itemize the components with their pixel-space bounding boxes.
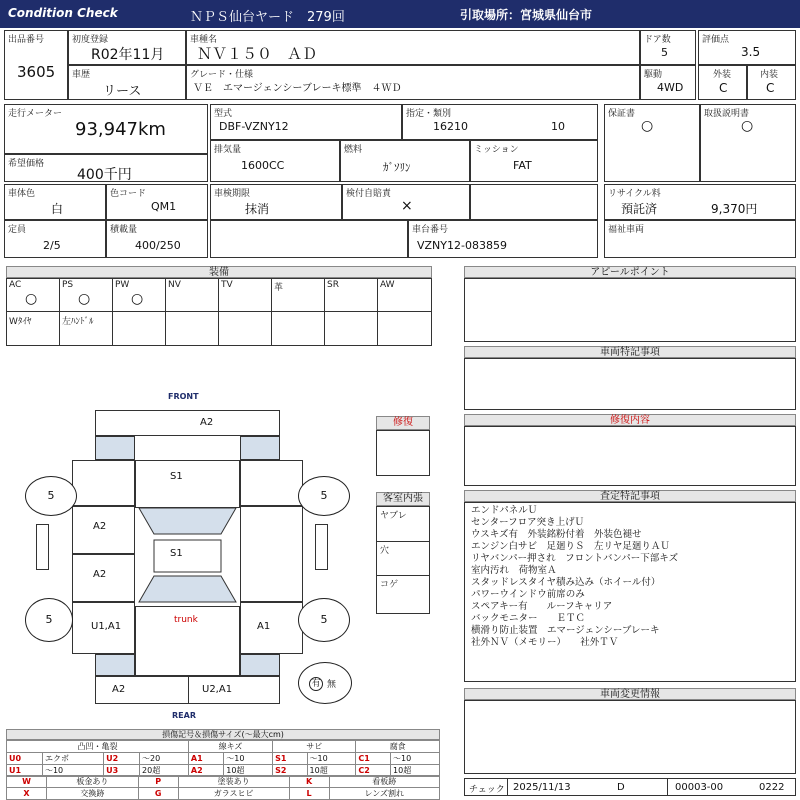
right-doors [240,506,303,602]
legend-code: U1 [7,765,43,777]
int-box: 内装 C [747,65,796,100]
warranty: ○ [641,118,654,134]
front-right-light [240,436,280,460]
legend-desc: ～10 [42,765,103,777]
legend-table [6,740,440,777]
legend-code: C2 [356,765,391,777]
legend-desc: ～20 [140,753,189,765]
legend-symbols [6,775,440,800]
legend-title: 損傷記号＆損傷サイズ(～最大cm) [6,729,440,740]
front-bumper-damage: A2 [200,417,214,428]
equip-wtire: Wﾀｲﾔ [9,317,32,327]
legend-code: L [289,788,329,800]
front-left-fender [72,460,135,506]
odometer: 93,947km [75,119,166,140]
front-right-fender [240,460,303,506]
doors-box: ドア数 5 [640,30,696,65]
trunk [135,606,240,676]
legend-group: 線キズ [188,741,272,753]
color-box: 車体色 白 [4,184,106,220]
check-grade: D [617,782,625,793]
legend-desc: 10超 [307,765,356,777]
ext-box: 外装 C [698,65,747,100]
check-code: 00003-00 [675,782,724,793]
note-line: スタッドレスタイヤ積み込み（ホイール付） [471,577,661,588]
legend-code: U2 [104,753,140,765]
equip-leather: 革 [274,283,284,293]
rear-left-panel [72,602,135,654]
repair-detail-title: 修復内容 [464,414,796,426]
legend-desc: 交換跡 [47,788,139,800]
equip-ps-mark: ○ [78,291,91,307]
legend-desc: 10超 [391,765,440,777]
equip-nv: NV [168,280,181,290]
legend-desc: ～10 [391,753,440,765]
legend-group: 腐食 [356,741,440,753]
note-line: バックモニター ＥＴＣ [471,613,586,624]
legend-code: G [138,788,178,800]
rear-right-light [240,654,280,676]
blank-box [470,184,598,220]
legend-code: A1 [188,753,223,765]
special-box [464,358,796,410]
rear-right-panel [240,602,303,654]
chassis-number: VZNY12-083859 [417,239,507,252]
wheel-front-right: 5 [298,476,350,516]
rear-left-door-damage: A2 [93,569,107,580]
equip-aw: AW [380,280,395,290]
footer-bar [464,778,796,796]
manual-box: 取扱説明書 ○ [700,104,796,182]
equip-pw-mark: ○ [131,291,144,307]
check-date: 2025/11/13 [513,782,571,793]
int-grade: C [766,81,775,95]
desig-number: 16210 [433,120,468,133]
appeal-title: アピールポイント [464,266,796,278]
legend-code: X [7,788,47,800]
rear-left-door [72,554,135,602]
displacement: 1600CC [241,159,285,172]
manual: ○ [741,118,754,134]
legend-code: A2 [188,765,223,777]
right-step [315,524,328,570]
front-left-door [72,506,135,554]
front-left-light [95,436,135,460]
pickup-location: 引取場所：宮城県仙台市 [460,8,593,22]
car-name-box: 車種名 ＮＶ１５０ ＡＤ [186,30,640,65]
rear-bumper [95,676,280,704]
fuel: ｶﾞｿﾘﾝ [383,161,411,174]
welfare-box: 福祉車両 [604,220,796,258]
rear-bumper-right-damage: U2,A1 [202,684,233,695]
legend-desc: エクボ [42,753,103,765]
score: 3.5 [741,45,761,59]
ext-grade: C [719,81,728,95]
mission-box: ミッション FAT [470,140,598,182]
blank-box-2 [210,220,408,258]
equip-sr: SR [327,280,339,290]
roof [154,540,221,572]
legend-desc: 塗装あり [178,776,289,788]
note-line: センターフロア突き上げＵ [471,517,585,528]
hood [135,460,240,508]
windshield [139,508,236,534]
legend-code: C1 [356,753,391,765]
class-number: 10 [551,120,565,133]
legend-desc: ガラスヒビ [178,788,289,800]
body-color: 白 [51,202,64,216]
front-left-door-damage: A2 [93,521,107,532]
repair-box [376,430,430,476]
history-box: 車歴 リース [68,65,186,100]
inspection-notes-title: 査定特記事項 [464,490,796,502]
warranty-box: 保証書 ○ [604,104,700,182]
disp-box: 排気量 1600CC [210,140,340,182]
note-line: パワーウインドウ前席のみ [471,589,585,600]
rear-left-panel-damage: U1,A1 [91,621,122,632]
front-label: FRONT [168,392,199,401]
capacity: 2/5 [43,239,61,252]
note-line: エンドパネルＵ [471,505,538,516]
change-box [464,700,796,774]
legend-code: S2 [273,765,307,777]
chassis-box: 車台番号 VZNY12-083859 [408,220,598,258]
hood-damage: S1 [170,471,183,482]
recycle-box: リサイクル料 預託済 9,370円 [604,184,796,220]
price: 400千円 [77,167,132,183]
mission: FAT [513,159,532,172]
equipment-title: 装備 [6,266,432,278]
roof-damage: S1 [170,548,183,559]
grade: ＶＥ エマージェンシーブレーキ標準 ４ＷＤ [193,83,402,94]
header-bar [0,0,800,28]
note-line: ウスキズ有 外装銘粉付着 外装色褪せ [471,529,642,540]
equip-ps: PS [62,280,74,290]
interior-tear: ヤブレ [380,511,407,521]
first-reg: R02年11月 [91,47,165,63]
grade-box: グレード・仕様 ＶＥ エマージェンシーブレーキ標準 ４ＷＤ [186,65,640,100]
recycle-status: 預託済 [621,202,658,216]
odo-box: 走行メーター 93,947km [4,104,208,154]
color-code-box: 色コード QM1 [106,184,208,220]
legend-desc: 20超 [140,765,189,777]
doors: 5 [661,46,668,59]
equip-ac-mark: ○ [25,291,38,307]
capacity-box: 定員 2/5 [4,220,106,258]
legend-desc: ～10 [224,753,273,765]
left-step [36,524,49,570]
trunk-label: trunk [174,615,198,625]
first-reg-box: 初度登録 R02年11月 [68,30,186,65]
drive: 4WD [657,81,684,94]
note-line: 社外ＮＶ（メモリー） 社外ＴＶ [471,637,619,648]
note-line: 横滑り防止装置 エマージェンシーブレーキ [471,625,660,636]
equip-ac: AC [9,280,22,290]
score-box: 評価点 3.5 [698,30,796,65]
wheel-rear-left: 5 [25,598,73,642]
equip-lhd: 左ﾊﾝﾄﾞﾙ [62,317,94,327]
legend-desc: 看板跡 [329,776,439,788]
front-bumper [95,410,280,436]
legend-code: P [138,776,178,788]
special-title: 車両特記事項 [464,346,796,358]
sale-name: ＮＰＳ仙台ヤード 279回 [190,10,345,25]
note-line: 室内汚れ 荷物室Ａ [471,565,557,576]
equipment-grid [6,278,432,346]
selfins-box: 検付自賠責 × [342,184,470,220]
note-line: リヤバンパー押され フロントバンパー下部キズ [471,553,679,564]
color-code: QM1 [151,200,177,213]
equip-tv: TV [221,280,233,290]
drive-box: 駆動 4WD [640,65,696,100]
model-code: DBF-VZNY12 [219,120,289,133]
note-line: エンジン白サビ 足廻りＳ 左リヤ足廻りＡＵ [471,541,670,552]
legend-code: U3 [104,765,140,777]
spare-absent: 無 [327,680,337,690]
spare-present: 有 [309,677,323,691]
equip-pw: PW [115,280,130,290]
legend-desc: 板金あり [47,776,139,788]
history: リース [103,84,142,99]
fuel-box: 燃料 ｶﾞｿﾘﾝ [340,140,470,182]
legend-code: K [289,776,329,788]
rear-left-light [95,654,135,676]
wheel-rear-right: 5 [298,598,350,642]
inspection-expiry: 抹消 [245,202,270,216]
interior-hole: 穴 [380,546,390,556]
rear-label: REAR [172,711,196,720]
note-line: スペアキー有 ルーフキャリア [471,601,613,612]
lot-number: 3605 [17,63,56,81]
price-box: 希望価格 400千円 [4,154,208,182]
car-name: ＮＶ１５０ ＡＤ [197,45,318,63]
legend-group: 凸凹・亀裂 [7,741,189,753]
legend-group: サビ [273,741,356,753]
interior-burn: コゲ [380,580,399,590]
header-title: Condition Check [8,6,118,20]
legend-code: S1 [273,753,307,765]
repair-detail-box [464,426,796,486]
legend-code: W [7,776,47,788]
legend-desc: レンズ割れ [329,788,439,800]
repair-title: 修復 [376,416,430,430]
rear-right-panel-damage: A1 [257,621,271,632]
check-number: 0222 [759,782,785,793]
rear-window [139,576,236,602]
spare-tire [298,662,352,704]
load-box: 積載量 400/250 [106,220,208,258]
inspection-box: 車検期限 抹消 [210,184,342,220]
wheel-front-left: 5 [25,476,77,516]
legend-desc: 10超 [224,765,273,777]
load: 400/250 [135,239,181,252]
interior-box [376,506,430,614]
roof-area [135,506,240,606]
legend-desc: ～10 [307,753,356,765]
appeal-box [464,278,796,342]
desig-box: 指定・類別 16210 10 [402,104,598,140]
interior-title: 客室内張 [376,492,430,506]
rear-bumper-left-damage: A2 [112,684,126,695]
recycle-fee: 9,370円 [711,202,758,216]
legend-code: U0 [7,753,43,765]
self-insurance: × [401,198,413,214]
check-label: チェック [469,785,505,795]
model-box: 型式 DBF-VZNY12 [210,104,402,140]
change-title: 車両変更情報 [464,688,796,700]
lot-box: 出品番号 3605 [4,30,68,100]
